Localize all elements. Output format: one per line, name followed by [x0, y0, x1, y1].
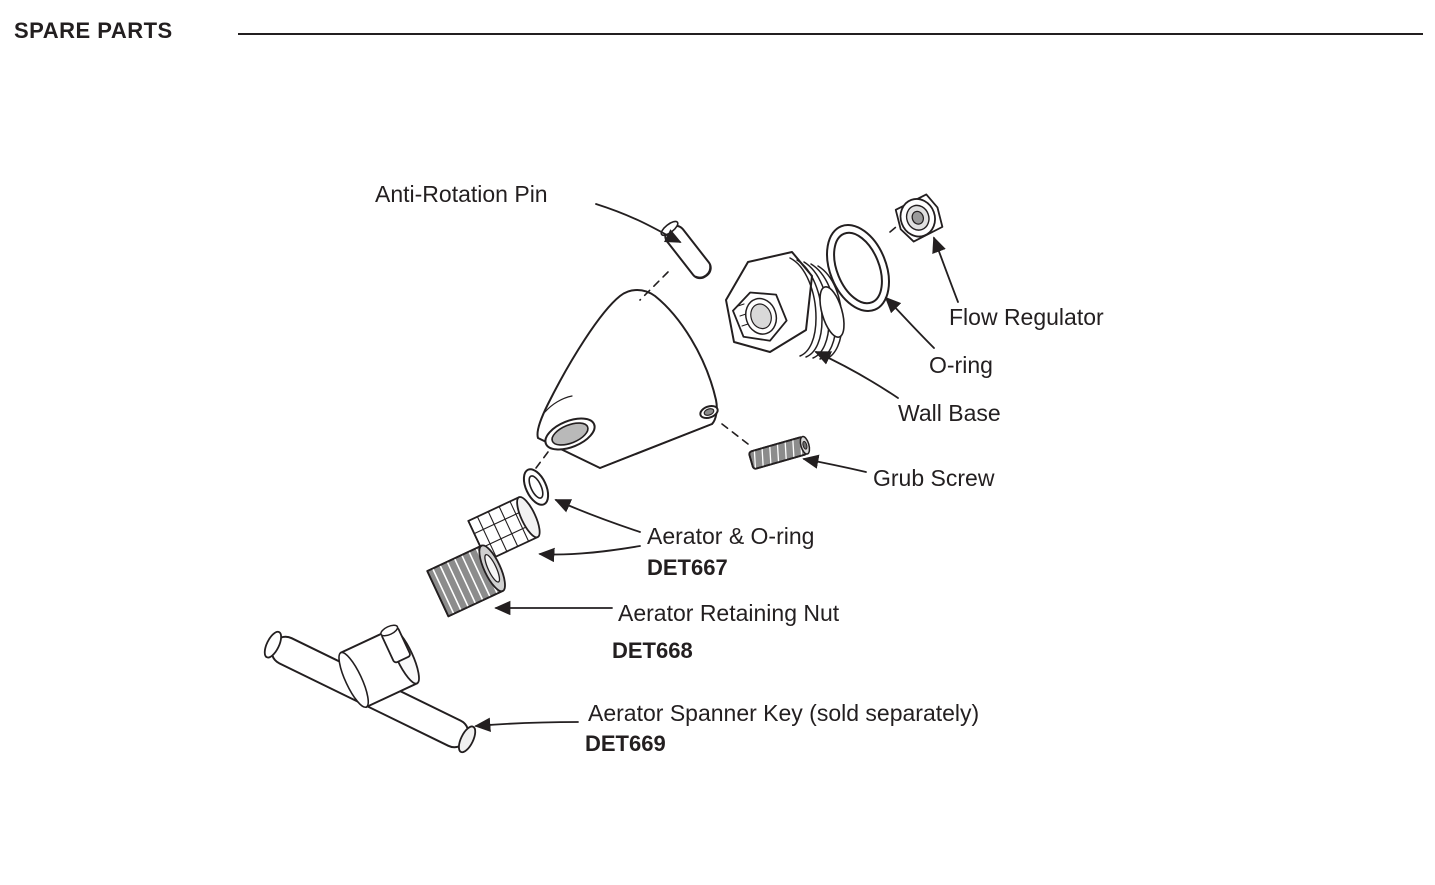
label-flow-regulator: Flow Regulator [949, 304, 1104, 330]
label-wall-base: Wall Base [898, 400, 1001, 426]
leader-aerator-spanner-key [476, 722, 578, 726]
leader-o-ring [886, 298, 934, 348]
label-aerator-and-o-ring: Aerator & O-ring [647, 523, 815, 549]
leader-anti-rotation-pin [596, 204, 680, 242]
leader-grub-screw [804, 459, 866, 472]
leader-flow-regulator [934, 238, 958, 302]
leader-aerator-oring-top [556, 500, 640, 532]
leader-aerator-oring-bottom [540, 546, 640, 555]
label-o-ring: O-ring [929, 352, 993, 378]
page-title: SPARE PARTS [14, 18, 173, 43]
spout-cone-body [537, 290, 719, 468]
label-aerator-and-o-ring-code: DET667 [647, 555, 728, 580]
explode-line-grubscrew [722, 424, 748, 444]
label-aerator-retaining-nut-code: DET668 [612, 638, 693, 663]
grub-screw-part [749, 436, 812, 470]
label-grub-screw: Grub Screw [873, 465, 995, 491]
flow-regulator-part [892, 192, 945, 244]
explode-line-aerator-oring [536, 452, 548, 468]
label-aerator-spanner-key: Aerator Spanner Key (sold separately) [588, 700, 980, 726]
label-aerator-spanner-key-code: DET669 [585, 731, 666, 756]
label-aerator-retaining-nut: Aerator Retaining Nut [618, 600, 840, 626]
aerator-spanner-key-part [261, 623, 478, 754]
leader-wall-base [816, 352, 898, 398]
label-anti-rotation-pin: Anti-Rotation Pin [375, 181, 548, 207]
